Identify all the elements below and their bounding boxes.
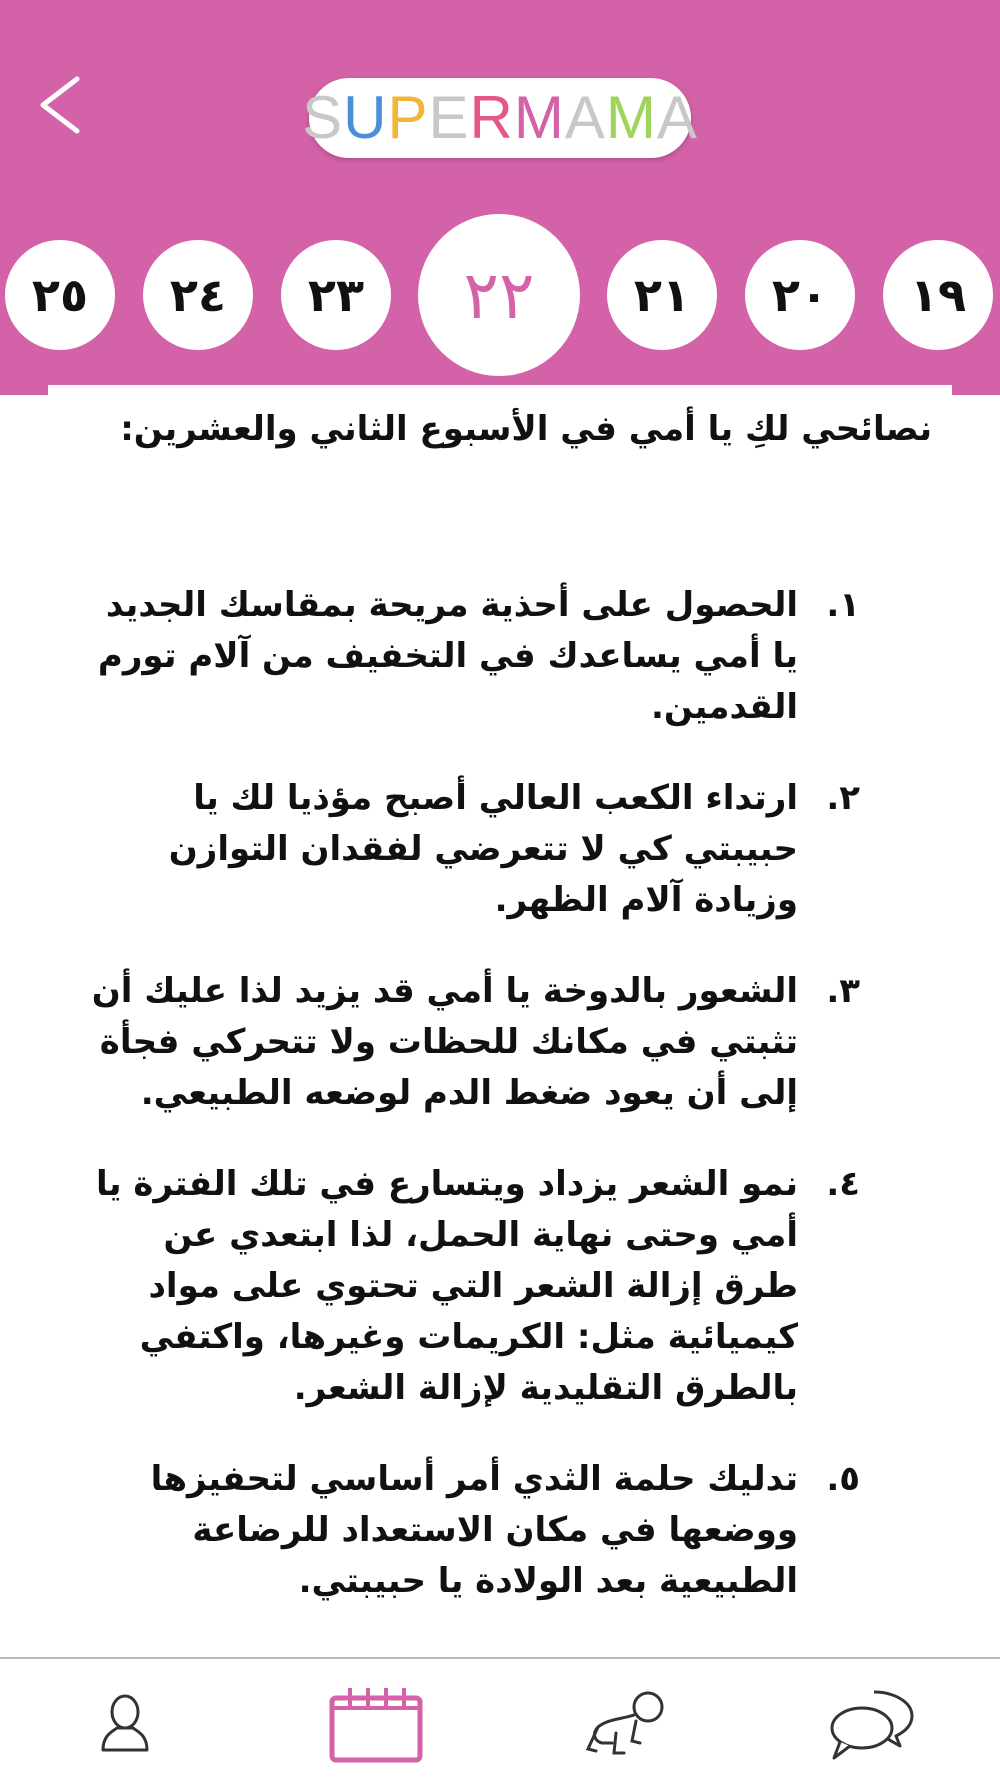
tips-title: نصائحي لكِ يا أمي في الأسبوع الثاني والعشرين: <box>120 409 932 449</box>
calendar-icon <box>328 1684 424 1764</box>
logo-letter: M <box>605 84 657 151</box>
week-selector-19[interactable]: ١٩ <box>883 240 993 350</box>
list-item <box>60 1159 860 1414</box>
tip-number: ٢. <box>826 778 860 818</box>
tip-text: الحصول على أحذية مريحة بمقاسك الجديد يا أمي يساعدك في التخفيف من آلام تورم القدمين. <box>97 585 798 727</box>
tip-text: الشعور بالدوخة يا أمي قد يزيد لذا عليك أن تثبتي في مكانك للحظات ولا تتحركي فجأة إلى أن يعود ضغط الدم لوضعه الطبيعي. <box>91 971 798 1113</box>
logo-letter: R <box>469 84 514 151</box>
tab-chat[interactable] <box>826 1679 922 1769</box>
list-item <box>60 966 860 1119</box>
tip-text: نمو الشعر يزداد ويتسارع في تلك الفترة يا أمي وحتى نهاية الحمل، لذا ابتعدي عن طرق إزالة الشعر التي تحتوي على مواد كيميائية مثل: الكريمات وغيرها، واكتفي بالطرق التقليدية لإزالة الشعر. <box>96 1164 798 1408</box>
tip-text: تدليك حلمة الثدي أمر أساسي لتحفيزها ووضعها في مكان الاستعداد للرضاعة الطبيعية بعد الولادة يا حبيبتي. <box>150 1459 798 1601</box>
week-selector-24[interactable]: ٢٤ <box>143 240 253 350</box>
tips-list <box>60 580 860 1647</box>
tab-profile[interactable] <box>90 1679 160 1769</box>
tab-baby[interactable] <box>582 1679 668 1769</box>
app-logo <box>302 78 698 158</box>
header <box>0 0 1000 395</box>
tip-number: ١. <box>826 585 860 625</box>
logo-letter: E <box>428 84 470 151</box>
list-item <box>60 580 860 733</box>
chat-bubbles-icon <box>826 1686 922 1762</box>
logo-letter: A <box>656 84 698 151</box>
tip-number: ٣. <box>826 971 860 1011</box>
tab-calendar[interactable] <box>328 1679 424 1769</box>
logo-letter: M <box>513 84 565 151</box>
logo-letter: U <box>343 84 388 151</box>
week-selector-25[interactable]: ٢٥ <box>5 240 115 350</box>
week-selector-22-active[interactable]: ٢٢ <box>418 214 580 376</box>
logo-letter: A <box>564 84 606 151</box>
tip-text: ارتداء الكعب العالي أصبح مؤذيا لك يا حبيبتي كي لا تتعرضي لفقدان التوازن وزيادة آلام الظهر. <box>168 778 798 920</box>
back-button[interactable] <box>30 70 90 140</box>
logo-letter: P <box>387 84 429 151</box>
list-item <box>60 773 860 926</box>
profile-icon <box>95 1692 155 1756</box>
logo-letter: S <box>302 84 344 151</box>
week-selector-21[interactable]: ٢١ <box>607 240 717 350</box>
week-selector-20[interactable]: ٢٠ <box>745 240 855 350</box>
week-selector-23[interactable]: ٢٣ <box>281 240 391 350</box>
bottom-tab-bar <box>0 1657 1000 1777</box>
tip-number: ٥. <box>826 1459 860 1499</box>
tip-number: ٤. <box>826 1164 860 1204</box>
chevron-left-icon <box>37 75 83 135</box>
baby-crawling-icon <box>582 1689 668 1759</box>
list-item <box>60 1454 860 1607</box>
